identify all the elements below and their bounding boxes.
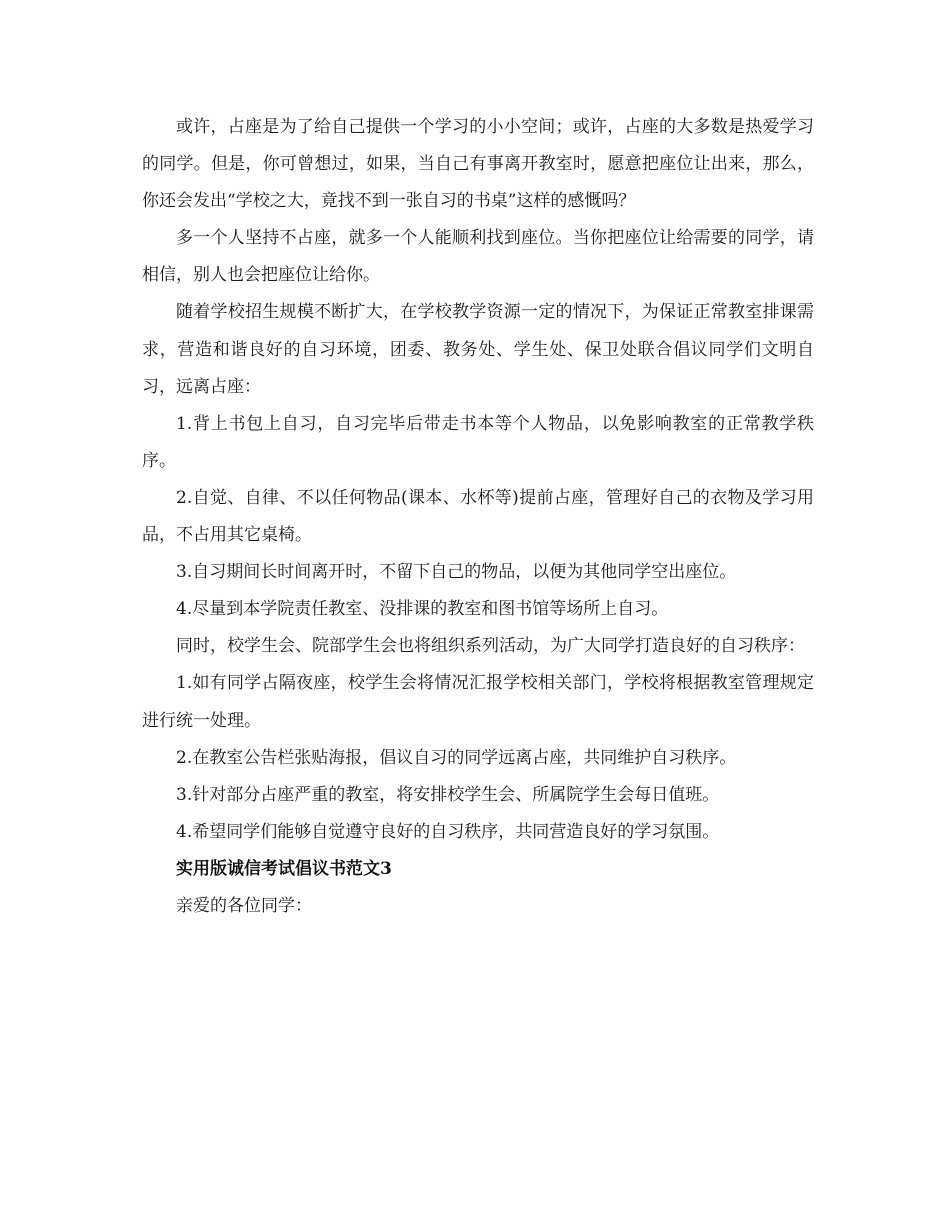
paragraph-seat-sharing: 多一个人坚持不占座，就多一个人能顺利找到座位。当你把座位让给需要的同学，请相信，别人也会把座位让给你。 bbox=[142, 228, 814, 286]
list-item-2: 2.自觉、自律、不以任何物品(课本、水杯等)提前占座，管理好自己的衣物及学习用品，不占用其它桌椅。 bbox=[142, 487, 814, 546]
section-heading: 实用版诚信考试倡议书范文3 bbox=[176, 858, 392, 879]
list-item-union-3: 3.针对部分占座严重的教室，将安排校学生会、所属院学生会每日值班。 bbox=[176, 784, 720, 805]
list-item-4: 4.尽量到本学院责任教室、没排课的教室和图书馆等场所上自习。 bbox=[176, 599, 669, 620]
list-item-3: 3.自习期间长时间离开时，不留下自己的物品，以便为其他同学空出座位。 bbox=[176, 562, 737, 583]
paragraph-intro: 或许，占座是为了给自己提供一个学习的小小空间；或许，占座的大多数是热爱学习的同学。但是，你可曾想过，如果，当自己有事离开教室时，愿意把座位让出来，那么，你还会发出“学校之大，竟找不到一张自习的书桌”这样的感慨吗？ bbox=[142, 117, 814, 212]
list-item-union-1: 1.如有同学占隔夜座，校学生会将情况汇报学校相关部门，学校将根据教室管理规定进行统一处理。 bbox=[142, 673, 814, 731]
list-item-union-2: 2.在教室公告栏张贴海报，倡议自习的同学远离占座，共同维护自习秩序。 bbox=[176, 747, 737, 768]
list-item-1: 1.背上书包上自习，自习完毕后带走书本等个人物品，以免影响教室的正常教学秩序。 bbox=[142, 413, 814, 471]
salutation: 亲爱的各位同学： bbox=[176, 895, 312, 916]
list-item-union-4: 4.希望同学们能够自觉遵守良好的自习秩序，共同营造良好的学习氛围。 bbox=[176, 821, 720, 842]
paragraph-student-union: 同时，校学生会、院部学生会也将组织系列活动，为广大同学打造良好的自习秩序： bbox=[176, 636, 805, 657]
document-body bbox=[142, 109, 814, 925]
paragraph-initiative: 随着学校招生规模不断扩大，在学校教学资源一定的情况下，为保证正常教室排课需求，营造和谐良好的自习环境，团委、教务处、学生处、保卫处联合倡议同学们文明自习，远离占座： bbox=[142, 302, 814, 397]
